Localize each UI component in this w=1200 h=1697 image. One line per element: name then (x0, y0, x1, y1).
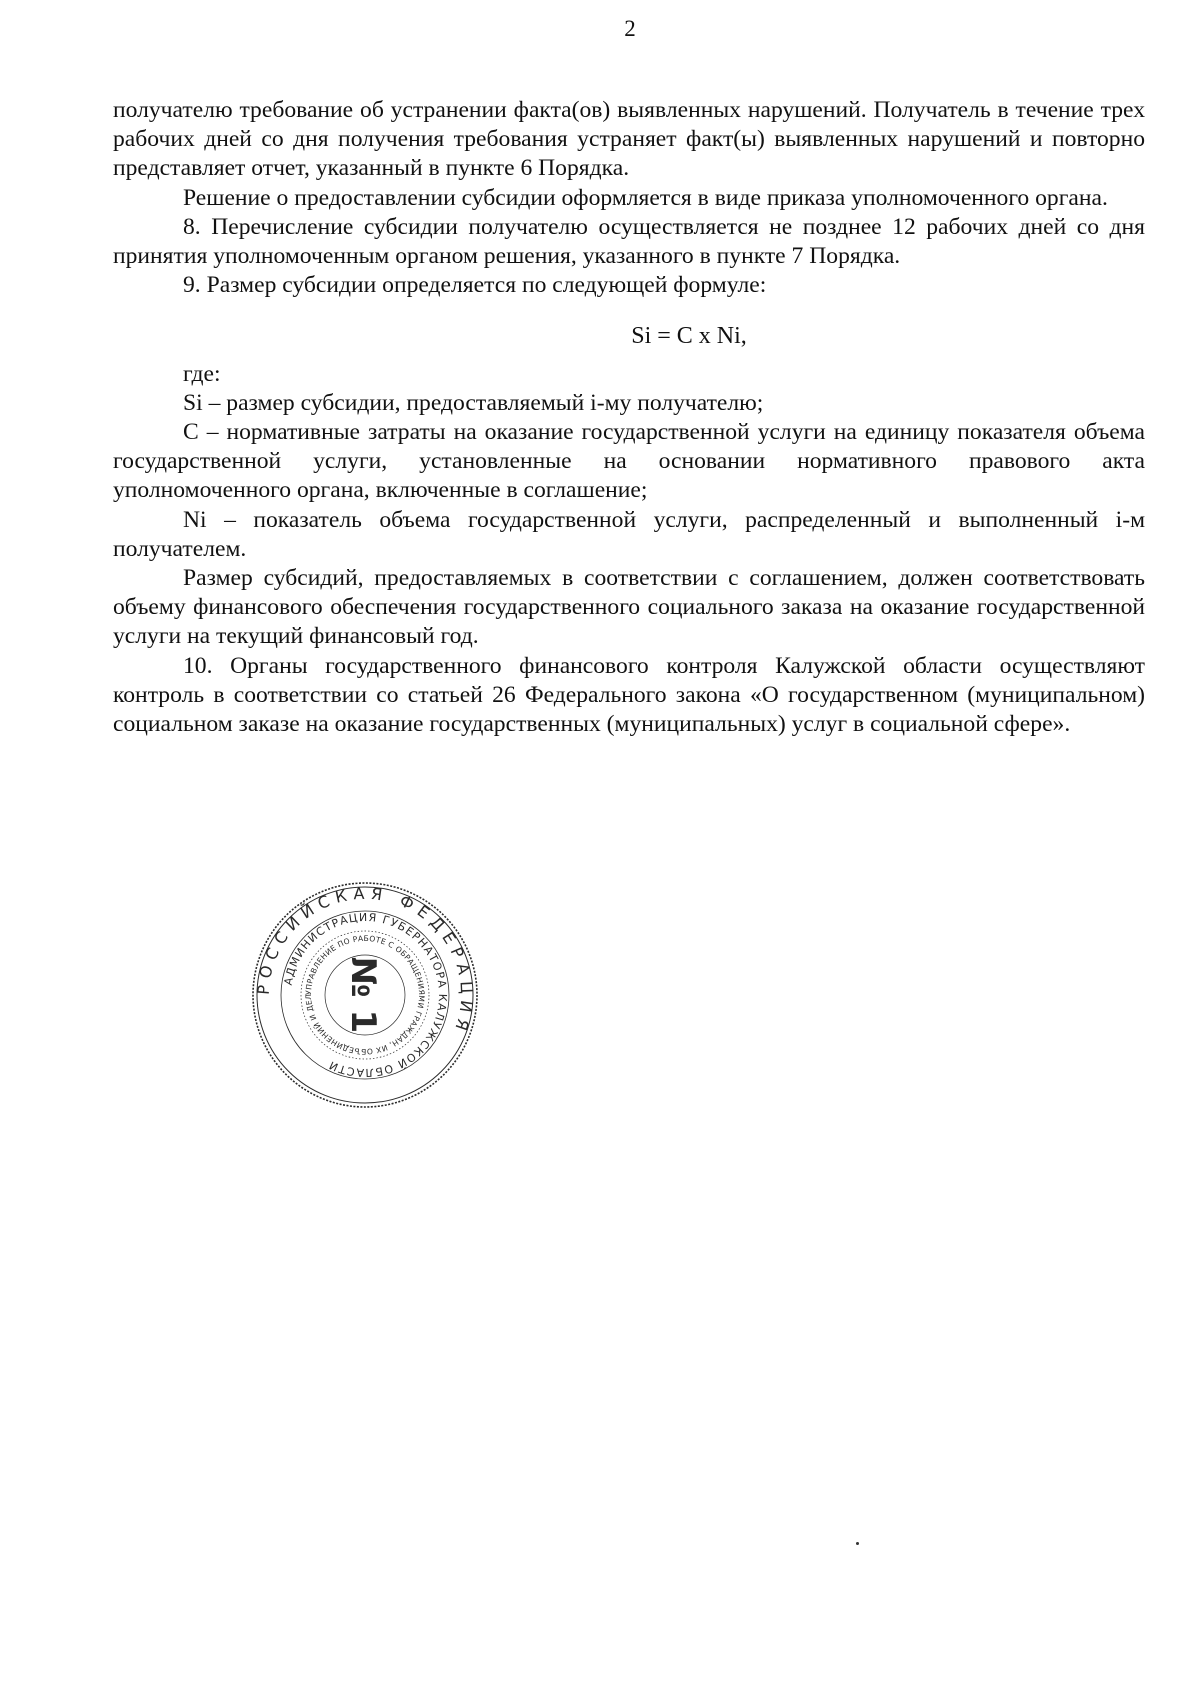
document-body (113, 96, 1145, 739)
formula: Si = C x Ni, (631, 323, 747, 350)
seal-ring-text: АДМИНИСТРАЦИЯ ГУБЕРНАТОРА КАЛУЖСКОЙ ОБЛАСТИ (281, 910, 450, 1080)
paragraph-decision: Решение о предоставлении субсидии оформляется в виде приказа уполномоченного органа. (183, 184, 1108, 211)
definition-si: Si – размер субсидии, предоставляемый i-му получателю; (183, 389, 764, 416)
paragraph-item-10: 10. Органы государственного финансового контроля Калужской области осуществляют контроль в соответствии со статьей 26 Федерального закона «О государственном (муниципальном) социальном заказе на оказание государственных (муниципальных) услуг в социальной сфере». (113, 652, 1145, 738)
seal-inner-text: УПРАВЛЕНИЕ ПО РАБОТЕ С ОБРАЩЕНИЯМИ ГРАЖДАН, ИХ ОБЪЕДИНЕНИЙ И ДЕЛ (303, 933, 427, 1057)
definition-c: C – нормативные затраты на оказание государственной услуги на единицу показателя объема государственной услуги, установленные на основании нормативного правового акта уполномоченного органа, включенные в соглашение; (113, 419, 1145, 504)
seal-center-number: № 1 (343, 956, 383, 1034)
page-number: 2 (624, 16, 636, 41)
paragraph-subsidy-size: Размер субсидий, предоставляемых в соответствии с соглашением, должен соответствовать объему финансового обеспечения государственного социального заказа на оказание государственной услуги на текущий финансовый год. (113, 565, 1145, 650)
definition-ni: Ni – показатель объема государственной услуги, распределенный и выполненный i-м получателем. (113, 506, 1145, 562)
definition-where: где: (183, 360, 221, 387)
seal-graphic (250, 880, 480, 1110)
paragraph-item-8: 8. Перечисление субсидии получателю осуществляется не позднее 12 рабочих дней со дня принятия уполномоченным органом решения, указанного в пункте 7 Порядка. (113, 213, 1145, 270)
seal-outer-text: РОССИЙСКАЯ ФЕДЕРАЦИЯ (253, 883, 477, 1039)
scan-speck (856, 1542, 859, 1545)
official-seal (250, 880, 480, 1110)
paragraph-item-9: 9. Размер субсидии определяется по следующей формуле: (183, 272, 767, 299)
paragraph-continuation: получателю требование об устранении факта(ов) выявленных нарушений. Получатель в течение трех рабочих дней со дня получения требования устраняет факт(ы) выявленных нарушений и повторно представляет отчет, указанный в пункте 6 Порядка. (113, 97, 1145, 182)
